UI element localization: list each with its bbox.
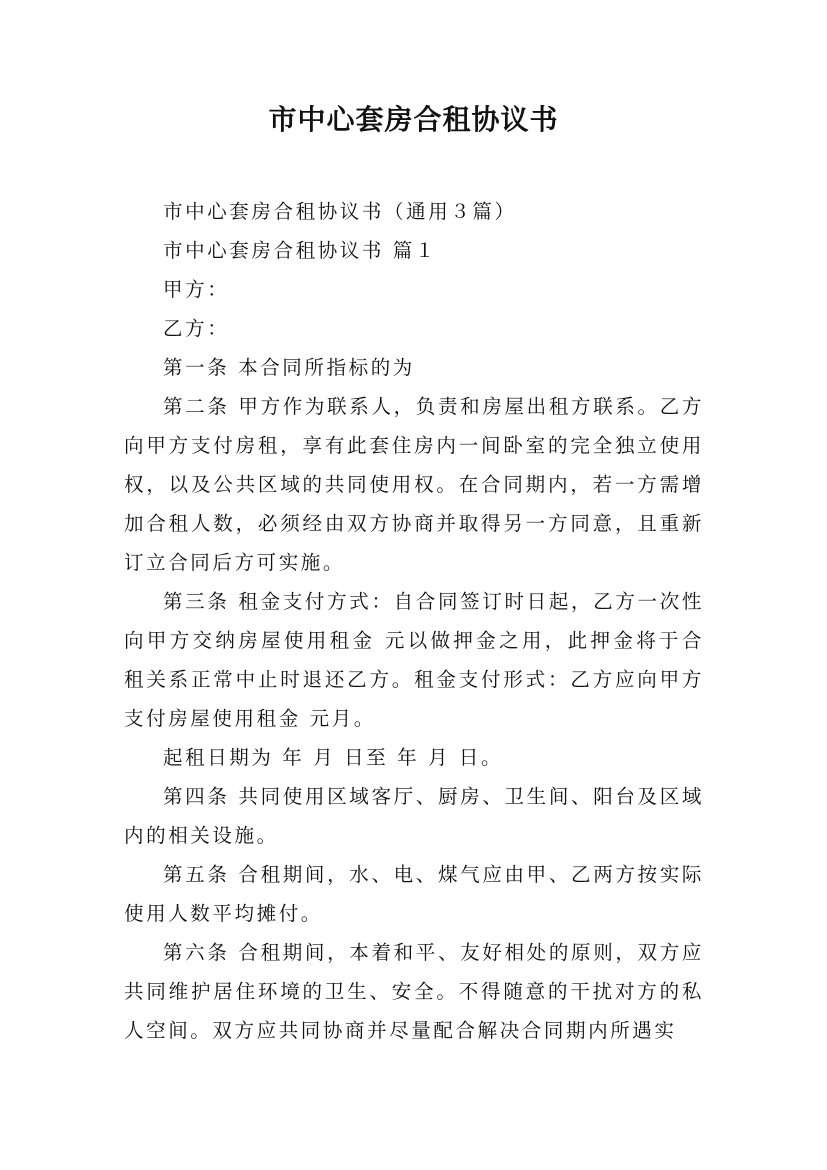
paragraph-article-3: 第三条 租金支付方式：自合同签订时日起，乙方一次性向甲方交纳房屋使用租金 元以做押金之用，此押金将于合租关系正常中止时退还乙方。租金支付形式：乙方应向甲方支付房屋使用租金 元月。 [124,590,704,730]
paragraph-subtitle: 市中心套房合租协议书（通用３篇） [163,200,517,223]
paragraph-section-heading: 市中心套房合租协议书 篇１ [163,239,437,262]
paragraph-article-1: 第一条 本合同所指标的为 [163,356,415,379]
paragraph-article-6: 第六条 合租期间，本着和平、友好相处的原则，双方应共同维护居住环境的卫生、安全。不得随意的干扰对方的私人空间。双方应共同协商并尽量配合解决合同期内所遇实 [124,941,704,1042]
paragraph-article-2: 第二条 甲方作为联系人，负责和房屋出租方联系。乙方向甲方支付房租，享有此套住房内一间卧室的完全独立使用权，以及公共区域的共同使用权。在合同期内，若一方需增加合租人数，必须经由双方协商并取得另一方同意，且重新订立合同后方可实施。 [124,395,704,574]
document-title: 市中心套房合租协议书 [268,103,559,136]
document-body [124,192,704,1050]
paragraph-party-a: 甲方： [163,278,230,301]
paragraph-article-5: 第五条 合租期间，水、电、煤气应由甲、乙两方按实际使用人数平均摊付。 [124,863,704,925]
paragraph-article-4: 第四条 共同使用区域客厅、厨房、卫生间、阳台及区域内的相关设施。 [124,785,704,847]
paragraph-party-b: 乙方： [163,317,230,340]
paragraph-lease-dates: 起租日期为 年 月 日至 年 月 日。 [163,746,504,769]
